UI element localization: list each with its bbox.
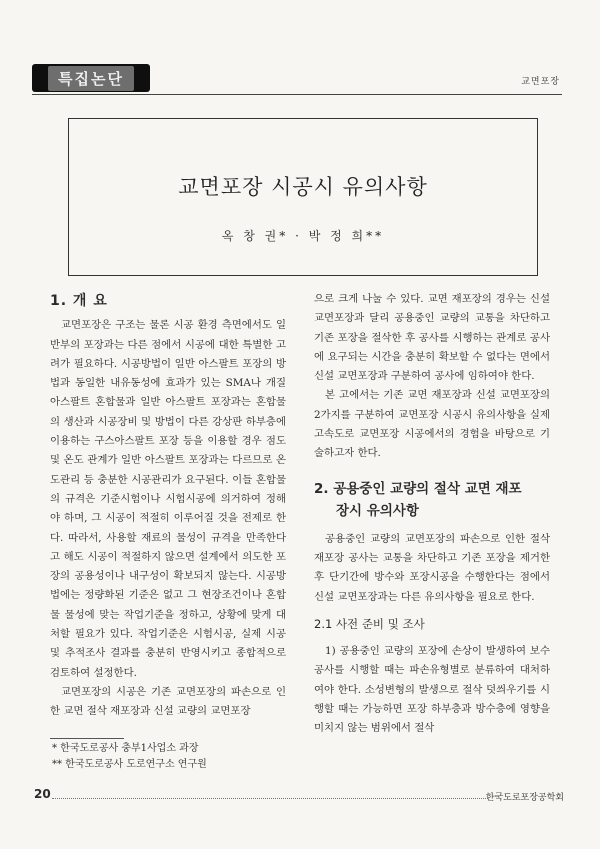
left-column — [50, 292, 286, 722]
section-1-heading: 1. 개 요 — [50, 293, 108, 309]
footnote: ** 한국도로공사 도로연구소 연구원 — [52, 759, 207, 770]
page-number: 20 — [34, 787, 51, 801]
section-2-heading — [314, 478, 550, 522]
badge-label: 특집논단 — [48, 66, 134, 91]
body-paragraph: 1) 공용중인 교량의 포장에 손상이 발생하여 보수 공사를 시행할 때는 파손유형별로 분류하여 대처하여야 한다. 소성변형의 발생으로 절삭 덧씌우기를 시행할 때는 가능하면 포장 하부층과 방수층에 영향을 미치지 않는 범위에서 절삭 — [314, 645, 550, 735]
right-column — [314, 290, 550, 739]
footer-rule — [52, 798, 488, 799]
footnotes — [52, 741, 207, 773]
subsection-heading: 2.1 사전 준비 및 조사 — [314, 616, 425, 631]
publication-name: 한국도로포장공학회 — [485, 793, 564, 803]
footnote-rule — [50, 738, 124, 739]
header-rule — [32, 94, 562, 95]
body-paragraph: 본 고에서는 기존 교면 재포장과 신설 교면포장의 2가지를 구분하여 교면포장 시공시 유의사항을 실제 고속도로 교면포장 시공에서의 경험을 바탕으로 기술하고자 한다. — [314, 389, 550, 460]
body-paragraph: 교면포장은 구조는 물론 시공 환경 측면에서도 일반부의 포장과는 다른 점에서 시공에 대한 특별한 고려가 필요하다. 시공방법이 일반 아스팔트 포장의 방법과 동일한 내유동성에 효과가 있는 SMA나 개질 아스팔트 혼합물과 일반 아스팔트 포장과는 혼합물의 생산과 시공장비 및 방법이 다른 강상판 하부층에 이용하는 구스아스팔트 포장 등을 이용할 경우 점도 및 온도 관계가 일반 아스팔트 포장과는 다르므로 온도관리 등 충분한 시공관리가 요구된다. 이들 혼합물의 규격은 기준시험이나 시험시공에 의거하여 정해야 하며, 그 시공이 적절히 이루어질 것을 전제로 한다. 따라서, 사용할 재료의 물성이 규격을 만족한다고 해도 시공이 적절하지 않으면 설계에서 의도한 포장의 공용성이나 내구성이 확보되지 않는다. 시공방법에는 정량화된 기준은 없고 그 현장조건이나 혼합물 물성에 맞는 작업기준을 정하고, 상황에 맞게 대처할 필요가 있다. 작업기준은 시험시공, 실제 시공 및 추적조사 결과를 충분히 반영시키고 종합적으로 검토하여 설정한다. — [50, 319, 286, 679]
article-title: 교면포장 시공시 유의사항 — [178, 175, 428, 199]
running-header: 교면포장 — [521, 77, 560, 87]
article-authors: 옥 창 권* · 박 정 희** — [221, 229, 385, 243]
section-badge — [32, 64, 150, 92]
section-2-heading-line1: 2. 공용중인 교량의 절삭 교면 재포 — [314, 480, 522, 497]
title-box — [68, 118, 538, 276]
body-paragraph: 으로 크게 나눌 수 있다. 교면 재포장의 경우는 신설 교면포장과 달리 공용중인 교량의 교통을 차단하고 기존 포장을 절삭한 후 공사를 시행하는 관계로 공사에 요구되는 시간을 충분히 확보할 수 없다는 면에서 신설 교면포장과 구분하여 공사에 임하여야 한다. — [314, 293, 550, 383]
body-paragraph: 교면포장의 시공은 기존 교면포장의 파손으로 인한 교면 절삭 재포장과 신설 교량의 교면포장 — [50, 685, 286, 718]
section-2-heading-line2: 장시 유의사항 — [336, 502, 419, 519]
footnote: * 한국도로공사 충부1사업소 과장 — [52, 743, 199, 754]
body-paragraph: 공용중인 교량의 교면포장의 파손으로 인한 절삭 재포장 공사는 교통을 차단하고 기존 포장을 제거한 후 단기간에 방수와 포장시공을 수행한다는 점에서 신설 교면포장과는 다른 유의사항을 필요로 한다. — [314, 532, 550, 603]
